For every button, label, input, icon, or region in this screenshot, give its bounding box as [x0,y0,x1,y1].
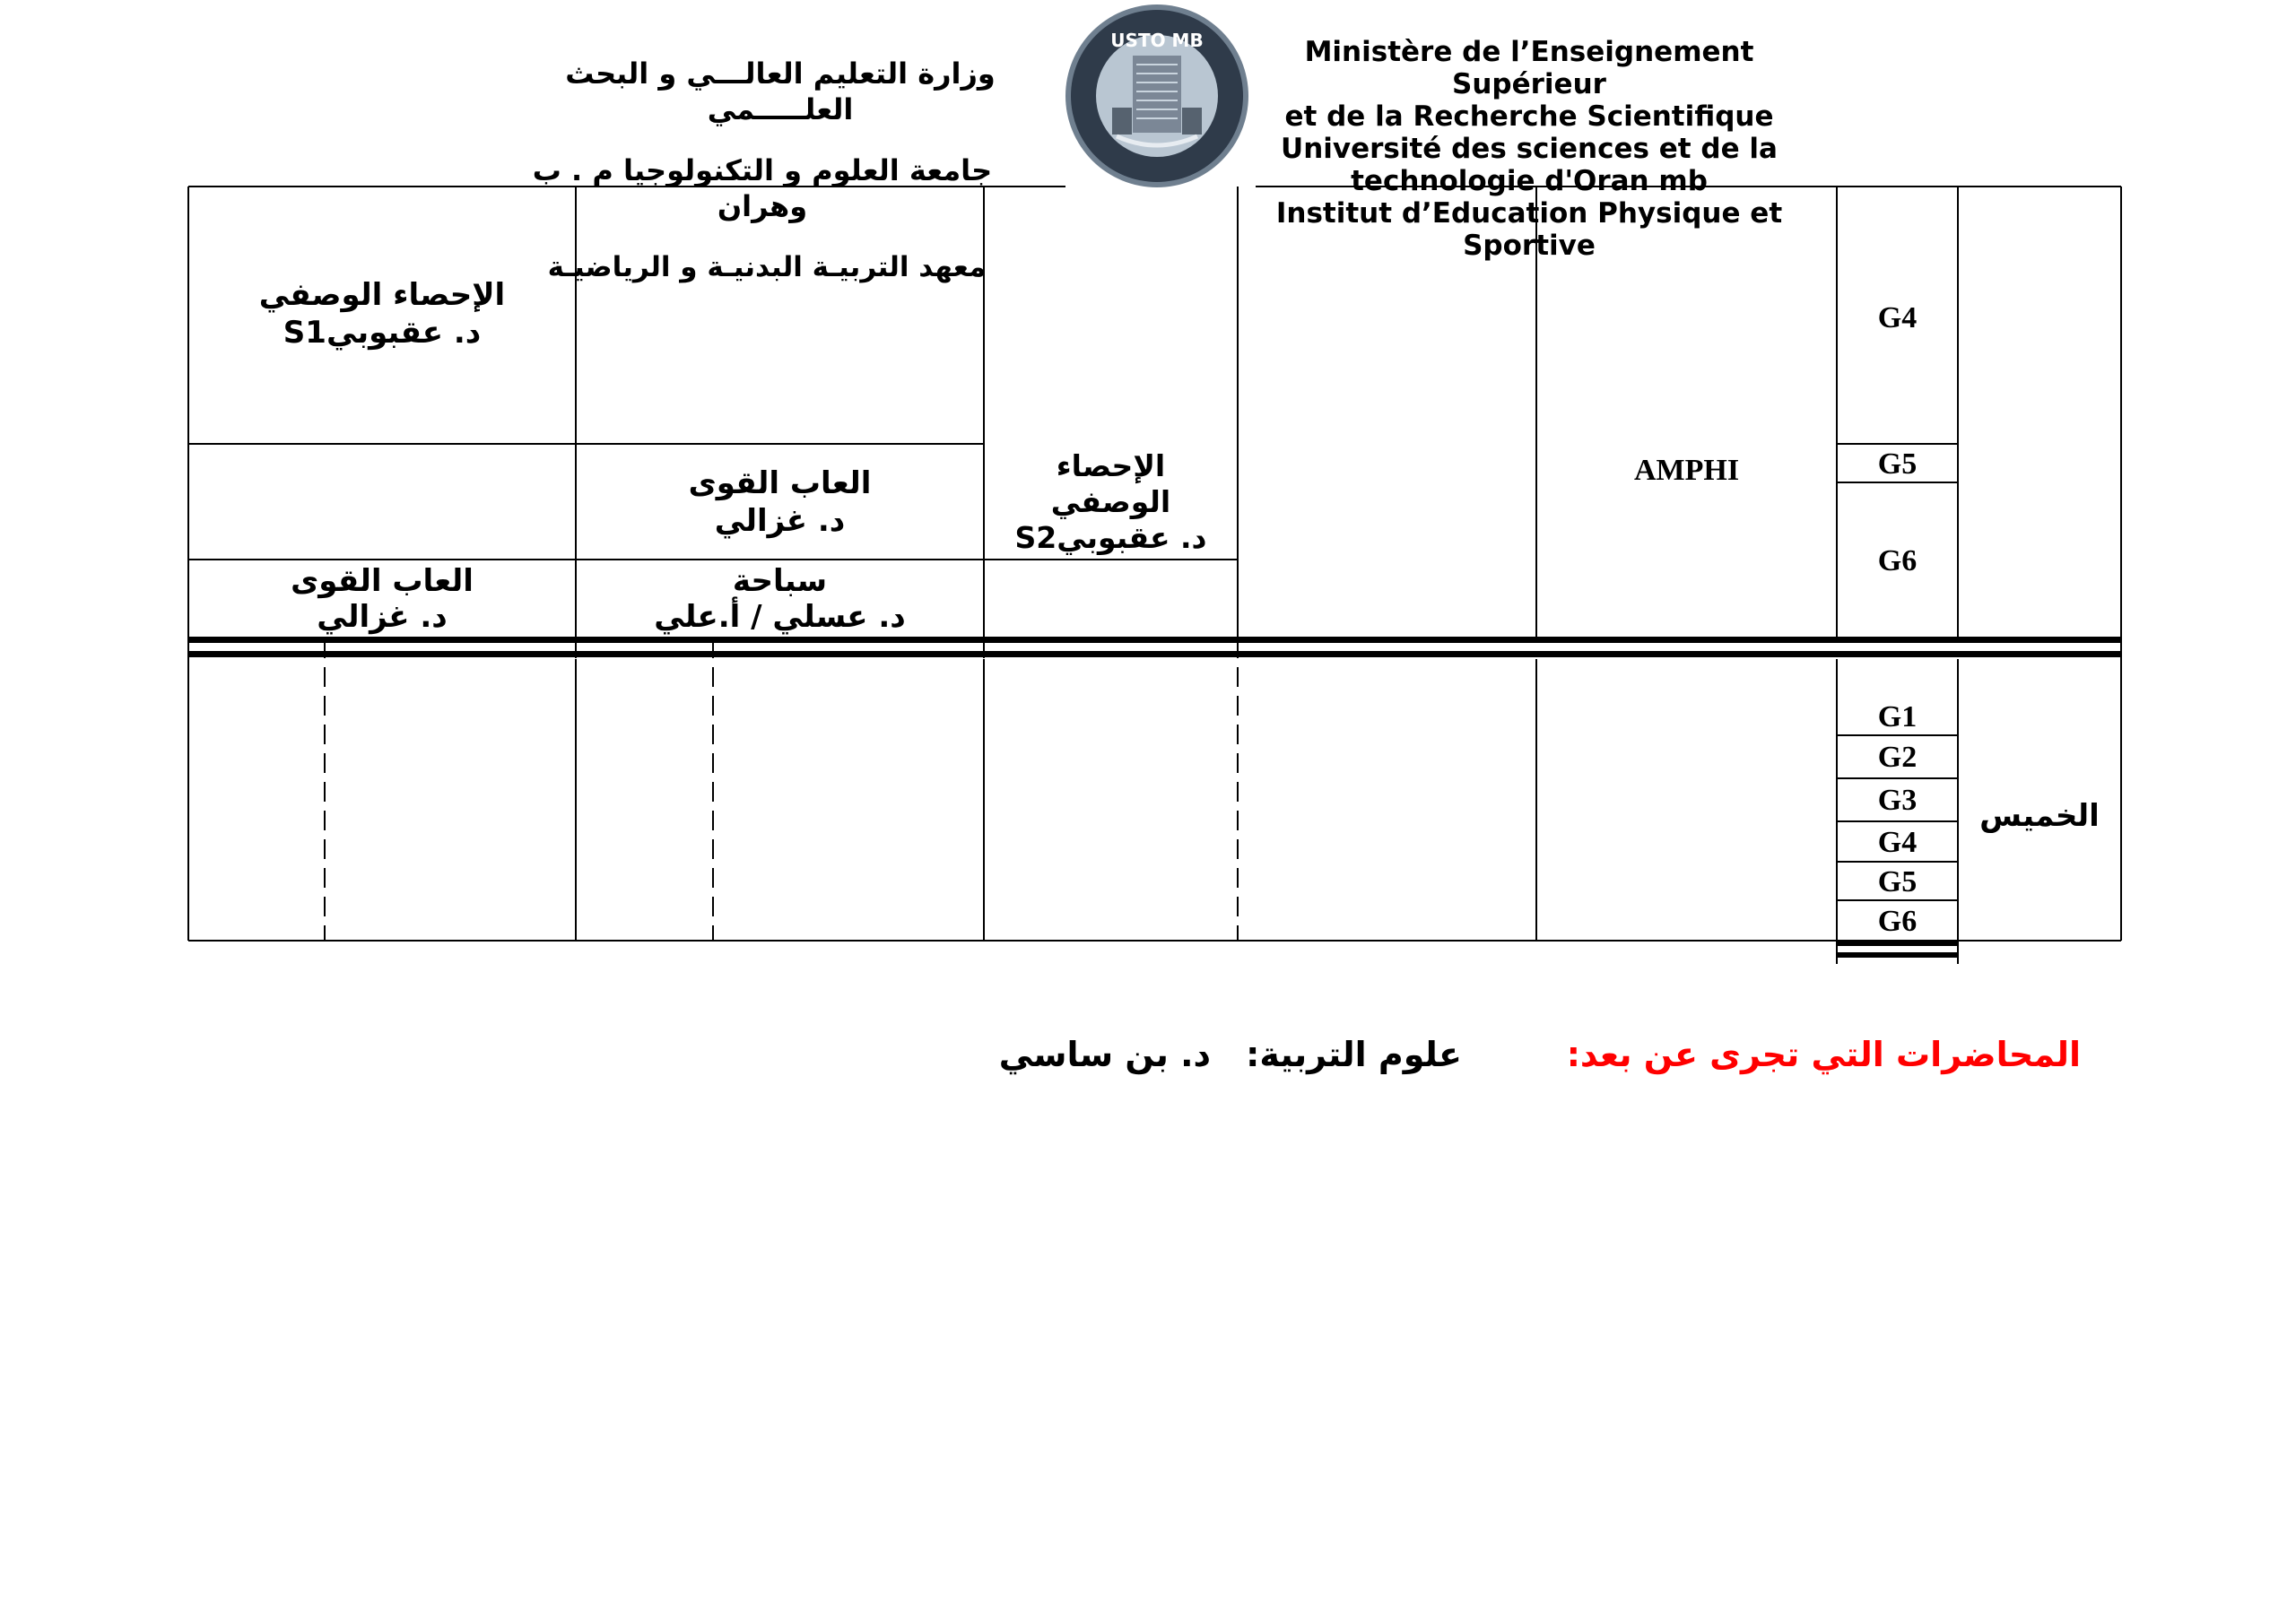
group-top-g5: G5 [1877,447,1918,481]
arabic-ministry: وزارة التعليم العالـــي و البحث العلـــــمي [565,56,996,126]
arabic-institute: معهد التربيـة البدنيـة و الرياضيـة [547,251,987,283]
day-label: الخميس [1979,798,2100,834]
stat-s2-teacher: د. عقبوبيS2 [1014,519,1207,555]
cell-stat-s1 [190,260,574,368]
group-bottom-g1: G1 [1877,700,1918,733]
athletics-mid-teacher: د. غزالي [714,502,846,539]
french-line-4: Institut d’Education Physique et Sportive [1275,197,1783,262]
svg-text:USTO MB: USTO MB [1110,30,1204,51]
swimming-teacher: د. عسلي / أ.علي [654,599,906,635]
remote-label: المحاضرات التي تجرى عن بعد: [1566,1035,2081,1074]
french-line-1: Ministère de l’Enseignement Supérieur [1304,36,1754,100]
cell-stat-s2 [986,446,1236,558]
group-bottom-g2: G2 [1877,741,1918,774]
cell-amphi: AMPHI [1633,454,1740,487]
cell-swimming [578,561,982,637]
stat-s1-title: الإحصاء الوصفي [258,277,506,313]
cell-athletics-left [190,561,574,637]
footer-course: علوم التربية: [1246,1035,1462,1074]
group-top-g4: G4 [1877,301,1918,334]
arabic-university: جامعة العلوم و التكنولوجيا م . ب وهران [532,153,993,223]
stat-s1-teacher: د. عقبوبيS1 [283,315,482,351]
group-bottom-g5: G5 [1877,864,1918,898]
french-line-2: et de la Recherche Scientifique [1284,100,1774,133]
group-bottom-g6: G6 [1877,904,1918,938]
athletics-left-title: العاب القوى [291,563,474,599]
athletics-mid-title: العاب القوى [688,464,872,501]
cell-athletics-mid [578,446,982,558]
group-bottom-g4: G4 [1877,825,1918,859]
stat-s2-title: الإحصاء الوصفي [1050,447,1171,519]
group-bottom-g3: G3 [1877,784,1918,817]
footer-teacher: د. بن ساسي [998,1035,1211,1074]
group-top-g6: G6 [1877,544,1918,577]
swimming-title: سباحة [732,563,828,599]
athletics-left-teacher: د. غزالي [317,599,448,635]
french-line-3: Université des sciences et de la technologie d'Oran mb [1281,133,1778,197]
